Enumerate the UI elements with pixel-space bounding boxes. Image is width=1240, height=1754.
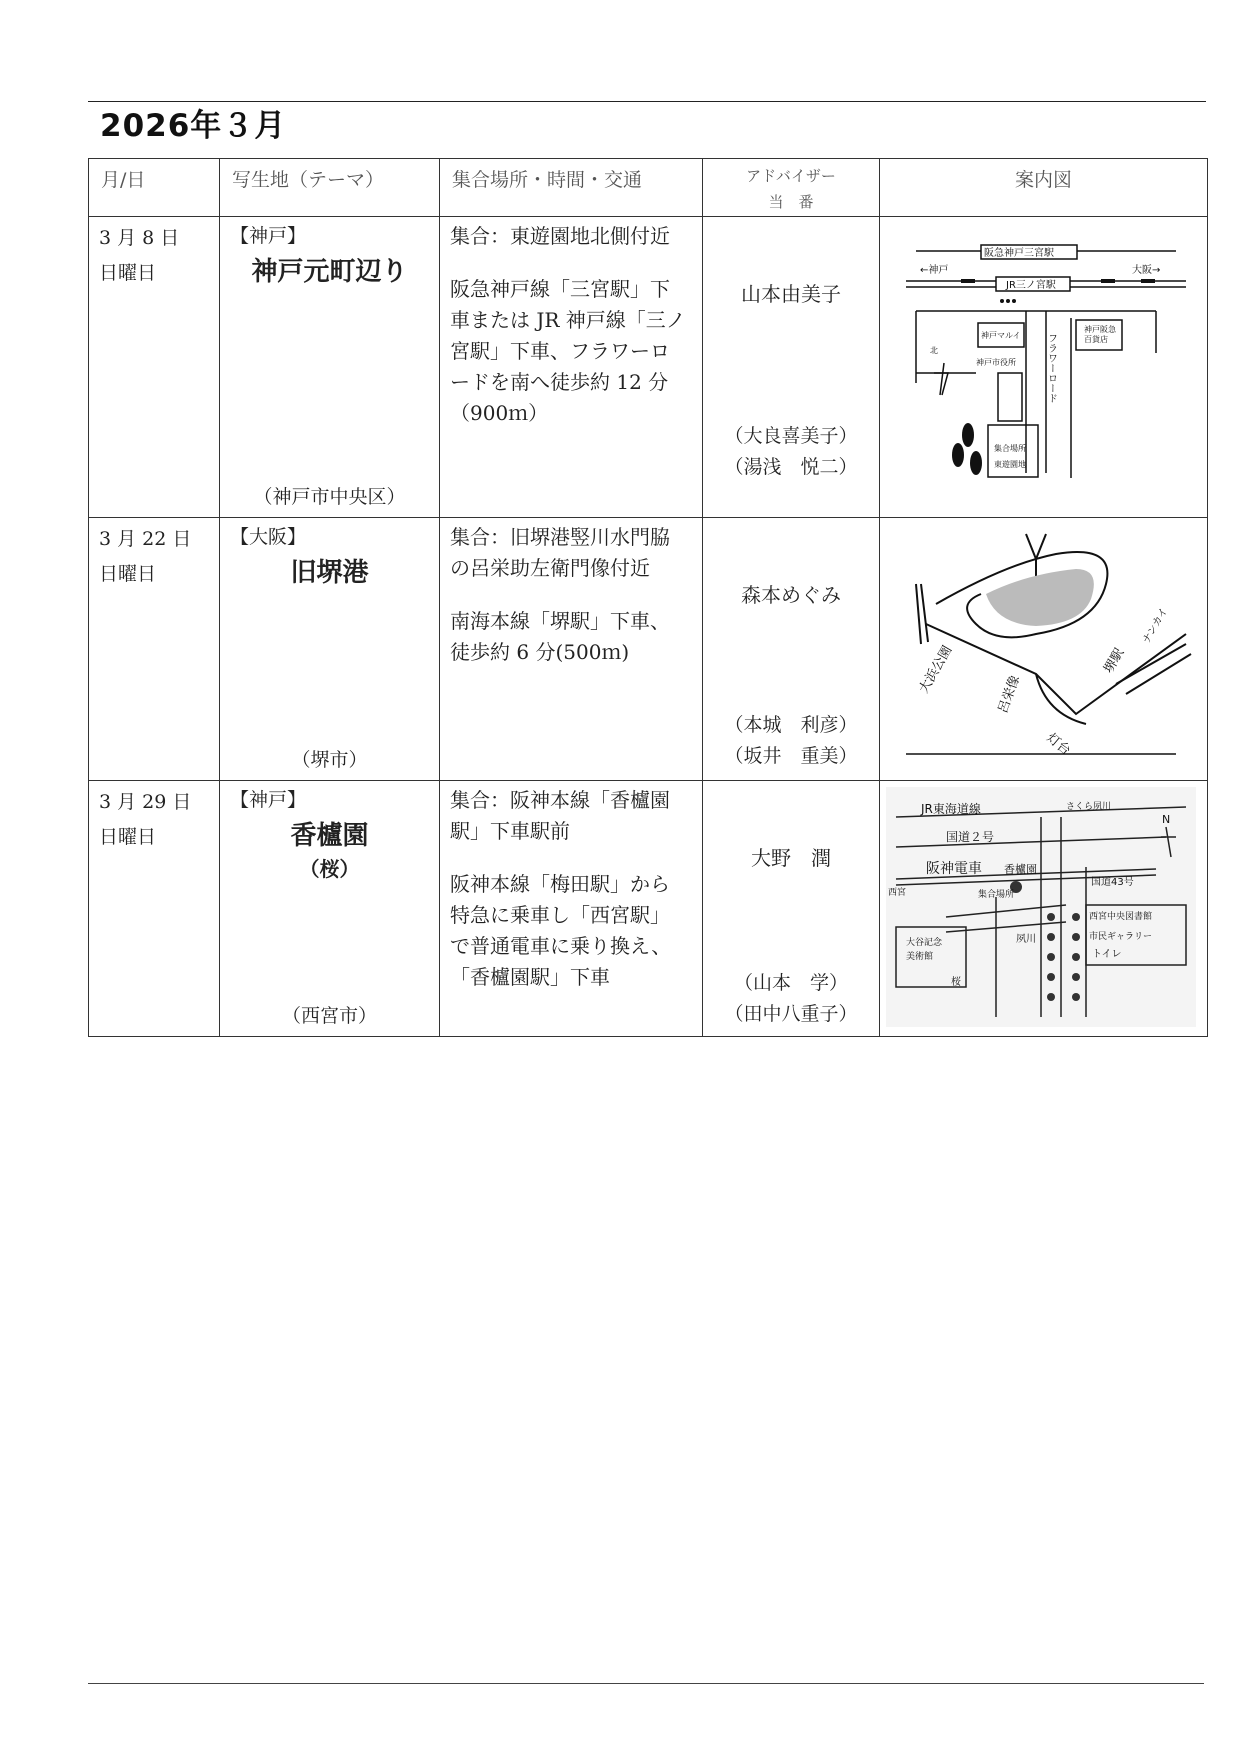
map-cell [880, 781, 1207, 1036]
map-label: 阪急神戸三宮駅 [984, 248, 1054, 259]
map-label: 阪神電車 [926, 861, 982, 877]
map-label: 百貨店 [1084, 335, 1108, 344]
map-label: ナンカイ [1141, 606, 1171, 646]
map-label: 北 [930, 346, 938, 355]
map-label: 香櫨園 [1004, 863, 1037, 876]
header-map: 案内図 [880, 159, 1208, 217]
map-label: 桜 [951, 977, 961, 988]
map-label: 堺駅 [1101, 645, 1128, 676]
map-label: 大浜公園 [916, 643, 956, 696]
map-label: 集合場所 [994, 444, 1026, 453]
map-label: 美術館 [906, 952, 934, 962]
map-label: 神戸市役所 [976, 358, 1016, 367]
page-title: 2026年３月 [100, 108, 287, 144]
place-name: 旧堺港 [290, 558, 369, 588]
advisor-cell: 森本めぐみ （本城 利彦） （坂井 重美） [703, 518, 879, 780]
map-label: 神戸マルイ [981, 331, 1021, 340]
place-cell: 【神戸】 神戸元町辺り （神戸市中央区） [220, 217, 439, 517]
schedule-table [88, 158, 1208, 1037]
table-row [89, 518, 1208, 781]
meeting-cell: 集合：阪神本線「香櫨園 駅」下車駅前 阪神本線「梅田駅」から 特急に乗車し「西宮駅」 で普通電車に乗り換え、 「香櫨園駅」下車 [450, 788, 672, 989]
header-meeting: 集合場所・時間・交通 [440, 159, 703, 217]
map-label: N [1162, 813, 1171, 826]
map-label: 国道43号 [1091, 877, 1134, 888]
map-cell [880, 217, 1207, 517]
meeting-cell: 集合：東遊園地北側付近 阪急神戸線「三宮駅」下 車または JR 神戸線「三ノ 宮駅」下車、フラワーロ ードを南へ徒歩約 12 分 （900ｍ） [450, 224, 686, 425]
date-cell: 3 月 22 日 日曜日 [99, 528, 192, 585]
map-label: 東遊園地 [994, 460, 1026, 469]
place-name: 香櫨園 [290, 821, 369, 851]
bottom-rule [88, 1683, 1204, 1684]
date-cell: 3 月 8 日 日曜日 [99, 227, 180, 284]
advisor-cell: 大野 潤 （山本 学） （田中八重子） [703, 781, 879, 1036]
advisor-cell: 山本由美子 （大良喜美子） （湯浅 悦二） [703, 217, 879, 517]
map-cell [880, 518, 1207, 780]
map-label: 国道２号 [946, 830, 995, 844]
map-label: 集合場所 [978, 890, 1015, 900]
map-label: 夙川 [1016, 934, 1036, 945]
advisor-name: 山本由美子 [741, 282, 841, 306]
map-label: 西宮中央図書館 [1089, 912, 1153, 922]
city-label: （西宮市） [281, 1005, 377, 1027]
guide-map-kobe-motomachi [886, 223, 1196, 493]
advisor-name: 大野 潤 [751, 846, 831, 870]
place-cell: 【大阪】 旧堺港 （堺市） [220, 518, 439, 780]
map-label: 呂栄像 [995, 673, 1024, 716]
place-cell: 【神戸】 香櫨園 （桜） （西宮市） [220, 781, 439, 1036]
date-cell: 3 月 29 日 日曜日 [99, 791, 192, 848]
map-label: 市民ギャラリー [1089, 932, 1153, 942]
meeting-cell: 集合：旧堺港竪川水門脇 の呂栄助左衛門像付近 南海本線「堺駅」下車、 徒歩約 6 分(500ｍ) [450, 525, 670, 664]
guide-map-koroen [886, 787, 1196, 1027]
table-row [89, 781, 1208, 1037]
advisor-name: 森本めぐみ [741, 583, 841, 607]
map-label: ←神戸 [920, 265, 949, 276]
header-date: 月/日 [89, 159, 220, 217]
city-label: （堺市） [291, 749, 368, 771]
place-name: 神戸元町辺り [251, 257, 408, 287]
header-place: 写生地（テーマ） [220, 159, 440, 217]
map-label: 大阪→ [1132, 265, 1161, 276]
map-label: JR東海道線 [921, 802, 981, 816]
map-label: 神戸阪急 [1084, 325, 1116, 334]
map-label: 西宮 [888, 888, 907, 898]
map-label: さくら夙川 [1066, 802, 1112, 812]
theme-label: （桜） [299, 857, 360, 881]
map-label: 大谷記念 [906, 938, 943, 948]
map-label: JR三ノ宮駅 [1006, 280, 1056, 291]
map-label: フラワーロード [1045, 333, 1057, 403]
header-row [89, 159, 1208, 217]
city-label: （神戸市中央区） [253, 486, 406, 508]
map-label: トイレ [1092, 949, 1122, 960]
guide-map-kyu-sakai-port [886, 524, 1196, 774]
map-label: 灯台 [1043, 730, 1073, 759]
header-advisor: アドバイザー 当 番 [703, 159, 880, 217]
table-row [89, 217, 1208, 518]
